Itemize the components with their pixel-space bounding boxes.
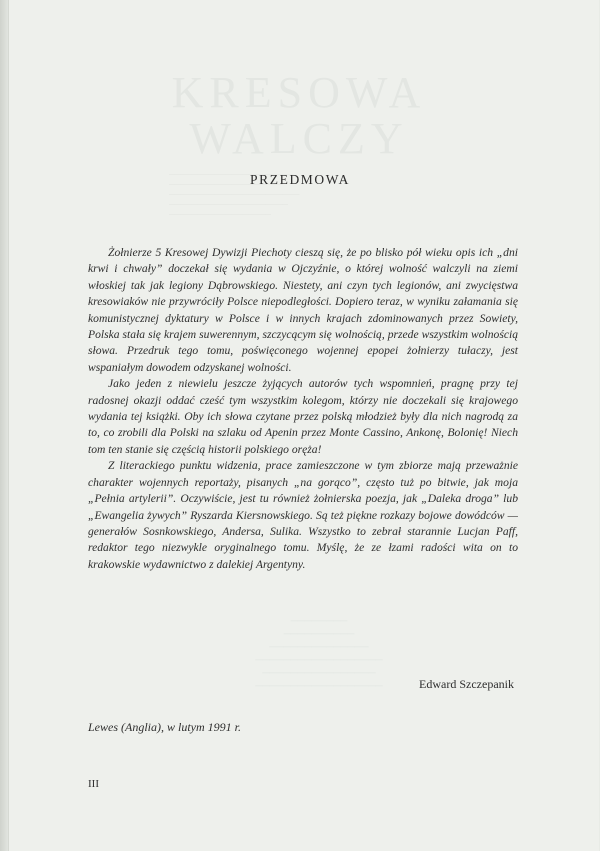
author-signature: Edward Szczepanik bbox=[419, 677, 514, 691]
page-number: III bbox=[88, 778, 99, 790]
bleed-through-imprint: ──────── ────────── ────────────── ────────────────── ──────────────── ────────────────── bbox=[255, 616, 383, 692]
bleed-through-text: KRESOWA WALCZY ────────────────────── ──────────────────── ─────────────────────── ───────────────────── ────────────────── bbox=[169, 68, 427, 219]
preface-body bbox=[88, 245, 518, 573]
place-and-date: Lewes (Anglia), w lutym 1991 r. bbox=[88, 720, 241, 734]
paragraph: Jako jeden z niewielu jeszcze żyjących autorów tych wspomnień, pragnę przy tej radosnej okazji oddać cześć tym wszystkim kolegom, którzy nie doczekali się krajowego wydania tej książki. Oby ich słowa czytane przez polską młodzież były dla nich nagrodą za to, co zrobili dla Polski na szlaku od Apenin przez Monte Cassino, Ankonę, Bolonię! Niech tom ten stanie się częścią historii polskiego oręża! bbox=[88, 377, 518, 456]
paragraph: Żołnierze 5 Kresowej Dywizji Piechoty cieszą się, że po blisko pół wieku opis ich „dni krwi i chwały” doczekał się wydania w Ojczyźnie, o której wolność walczyli na ziemi włoskiej tak jak legiony Dąbrowskiego. Niestety, ani czyn tych legionów, ani zwycięstwa kresowiaków nie przywróciły Polsce niepodległości. Dopiero teraz, w wyniku załamania się komunistycznej dyktatury w Polsce i w innych krajach zdominowanych przez Sowiety, Polska stała się krajem suwerennym, szczycącym się wolnością, przede wszystkim wolnością słowa. Przedruk tego tomu, poświęconego wojennej epopei żołnierzy tułaczy, jest wspaniałym dowodem odzyskanej wolności. bbox=[88, 246, 518, 374]
paragraph: Z literackiego punktu widzenia, prace zamieszczone w tym zbiorze mają przeważnie charakter wojennych reportaży, pisanych „na gorąco”, często tuż po bitwie, jak moja „Pełnia artylerii”. Oczywiście, jest tu również żołnierska poezja, jak „Daleka droga” lub „Ewangelia żywych” Ryszarda Kiersnowskiego. Są też piękne rozkazy bojowe dowódców — generałów Sosnkowskiego, Andersa, Sulika. Wszystko to zebrał starannie Lucjan Paff, redaktor tego niezwykle oryginalnego tomu. Myślę, że ze łzami radości wita on to krakowskie wydawnictwo z dalekiej Argentyny. bbox=[88, 459, 518, 571]
page-title: PRZEDMOWA bbox=[250, 172, 350, 187]
